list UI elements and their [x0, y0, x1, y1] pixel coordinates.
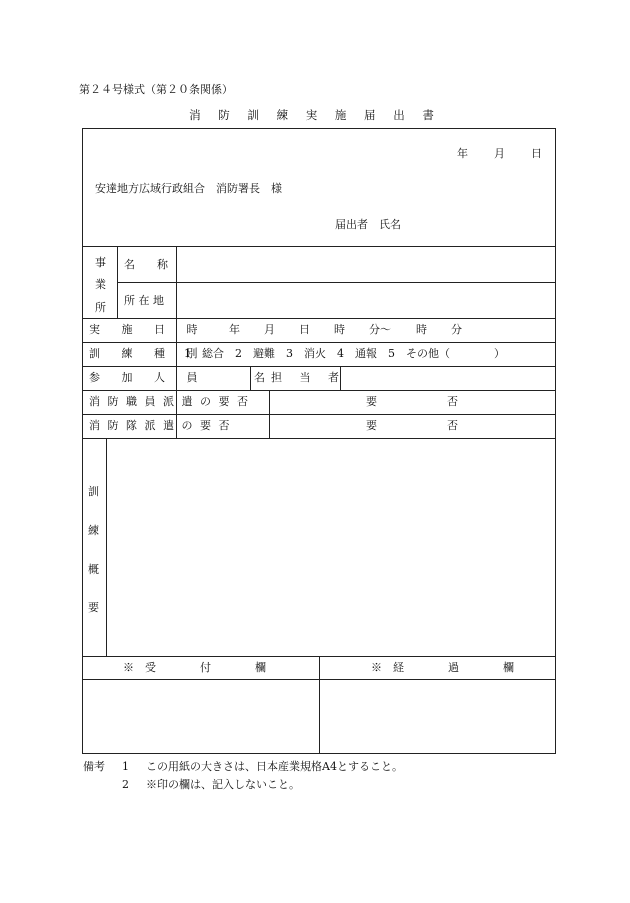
- person-in-charge-label: 担 当 者: [271, 371, 346, 384]
- divider: [117, 282, 555, 283]
- note-2-number: 2: [122, 778, 129, 791]
- corps-dispatch-no: 否: [447, 419, 458, 432]
- date-month: 月: [494, 147, 505, 160]
- staff-dispatch-label: 消 防 職 員 派 遣 の 要 否: [89, 395, 250, 408]
- divider: [83, 438, 555, 439]
- divider: [83, 342, 555, 343]
- training-type-label: 訓 練 種 別: [89, 347, 207, 360]
- form-title: 消 防 訓 練 実 施 届 出 書: [189, 108, 441, 122]
- schedule-month: 月: [264, 323, 275, 336]
- office-label-char: 所: [95, 301, 106, 314]
- date-year: 年: [457, 147, 468, 160]
- date-day: 日: [531, 147, 542, 160]
- form-frame: [82, 128, 556, 754]
- corps-dispatch-label: 消 防 隊 派 遣 の 要 否: [89, 419, 232, 432]
- divider: [106, 438, 107, 656]
- staff-dispatch-no: 否: [447, 395, 458, 408]
- summary-label-char: 練: [88, 524, 99, 537]
- summary-label-char: 訓: [88, 485, 99, 498]
- office-label-char: 業: [95, 278, 106, 291]
- schedule-label: 実 施 日 時: [89, 323, 207, 336]
- form-number: 第２４号様式（第２０条関係）: [79, 83, 233, 96]
- summary-label-char: 概: [88, 563, 99, 576]
- schedule-day: 日: [299, 323, 310, 336]
- notes-heading: 備考: [83, 760, 105, 773]
- schedule-hour: 時: [334, 323, 345, 336]
- participants-unit: 名: [254, 371, 265, 384]
- office-location-label: 所 在 地: [124, 294, 164, 307]
- addressee: 安達地方広域行政組合 消防署長 様: [95, 182, 282, 195]
- reception-column-header: ※ 受 付 欄: [123, 661, 266, 674]
- divider: [83, 366, 555, 367]
- divider: [83, 246, 555, 247]
- divider: [176, 246, 177, 438]
- schedule-minute-from: 分～: [369, 323, 391, 336]
- divider: [250, 366, 251, 390]
- note-1-number: 1: [122, 760, 129, 773]
- participants-label: 参 加 人 員: [89, 371, 207, 384]
- corps-dispatch-yes: 要: [366, 419, 377, 432]
- note-1-text: この用紙の大きさは、日本産業規格A4とすること。: [146, 760, 403, 773]
- training-type-options: 1 総合 2 避難 3 消火 4 通報 5 その他（ ）: [184, 347, 505, 360]
- progress-column-header: ※ 経 過 欄: [371, 661, 514, 674]
- schedule-hour-to: 時: [416, 323, 427, 336]
- applicant-name-label: 届出者 氏名: [335, 218, 401, 231]
- staff-dispatch-yes: 要: [366, 395, 377, 408]
- summary-label-char: 要: [88, 601, 99, 614]
- office-label-char: 事: [95, 256, 106, 269]
- divider: [269, 390, 270, 438]
- divider: [83, 414, 555, 415]
- divider: [83, 390, 555, 391]
- divider: [83, 318, 555, 319]
- office-name-label: 名 称: [124, 258, 168, 271]
- divider: [319, 656, 320, 753]
- schedule-year: 年: [229, 323, 240, 336]
- note-2-text: ※印の欄は、記入しないこと。: [146, 778, 300, 791]
- schedule-minute-to: 分: [451, 323, 462, 336]
- divider: [117, 246, 118, 318]
